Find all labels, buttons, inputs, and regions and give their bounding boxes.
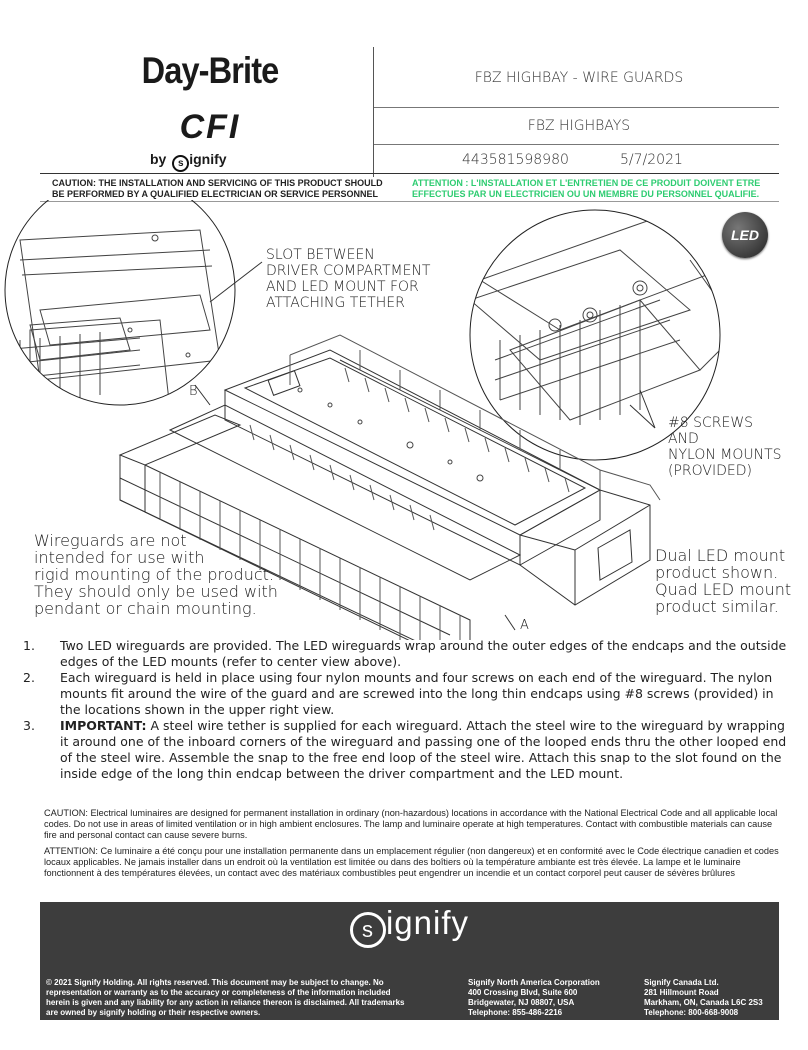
- instruction-number: 3.: [23, 718, 35, 733]
- cfi-logo: CFI: [179, 108, 241, 146]
- address-line: Bridgewater, NJ 08807, USA: [468, 998, 575, 1007]
- instruction-item: [20, 638, 790, 670]
- view-label-b: B: [189, 384, 198, 399]
- callout-slot-line: SLOT BETWEEN: [266, 247, 375, 263]
- document-date: 5/7/2021: [620, 152, 683, 168]
- view-label-a: A: [520, 618, 529, 633]
- address-line: 281 Hillmount Road: [644, 988, 719, 997]
- header-rule-1: [374, 107, 779, 108]
- callout-screws: [668, 415, 782, 479]
- caution-english-header: CAUTION: THE INSTALLATION AND SERVICING OF THIS PRODUCT SHOULD BE PERFORMED BY A QUALIFIED ELECTRICIAN OR SERVICE PERSONNEL: [52, 178, 383, 199]
- callout-screws-line: NYLON MOUNTS: [668, 447, 782, 463]
- footer: [40, 902, 779, 1020]
- note-line: intended for use with: [34, 548, 205, 567]
- address-line: 400 Crossing Blvd, Suite 600: [468, 988, 578, 997]
- wireguard-back: [290, 335, 660, 500]
- callout-slot-line: AND LED MOUNT FOR: [266, 279, 419, 295]
- instruction-important-label: IMPORTANT:: [60, 718, 147, 733]
- note-line: product similar.: [655, 597, 779, 616]
- instruction-number: 1.: [23, 638, 35, 653]
- callout-slot-line: ATTACHING TETHER: [266, 295, 405, 311]
- note-line: Dual LED mount: [655, 546, 786, 565]
- instruction-text: Each wireguard is held in place using four nylon mounts and four screws on each end of the wireguard. The nylon mounts fit around the wire of the guard and are screwed into the long thin endcaps using #8 screws (provided) in the locations shown in the upper right view.: [60, 670, 774, 717]
- callout-screws-line: (PROVIDED): [668, 463, 752, 479]
- address-line: Markham, ON, Canada L6C 2S3: [644, 998, 763, 1007]
- callout-slot-line: DRIVER COMPARTMENT: [266, 263, 431, 279]
- address-line: Signify North America Corporation: [468, 978, 600, 987]
- note-line: Wireguards are not: [34, 531, 187, 550]
- leader-slot: [210, 262, 262, 302]
- footer-us-office: [468, 978, 638, 1018]
- address-line: Telephone: 855-486-2216: [468, 1008, 563, 1017]
- note-line: product shown.: [655, 563, 779, 582]
- instruction-number: 2.: [23, 670, 35, 685]
- by-label: by: [150, 151, 167, 167]
- caution-french-body: ATTENTION: Ce luminaire a été conçu pour une installation permanente dans un emplacement régulier (non dangereux) et en conformité avec le Code électrique canadien et codes locaux applicables. Ne jamais installer dans un endroit où la ventilation est limitée ou dans des boîtiers où la température ambiante est très élevée. La lampe et le luminaire fonctionnent à des températures élevées, un contact avec des matériaux combustibles peut engendrer un incendie et un contact corporel peut causer de sévères brûlures: [44, 846, 779, 878]
- footer-ca-office: [644, 978, 779, 1018]
- signify-footer-logo: [40, 904, 779, 948]
- callout-slot: [266, 247, 430, 311]
- note-line: pendant or chain mounting.: [34, 599, 257, 618]
- signify-footer-wordmark: ignify: [385, 904, 470, 941]
- note-line: Quad LED mount: [655, 580, 792, 599]
- header-rule-3: [40, 173, 779, 174]
- product-family: FBZ HIGHBAYS: [527, 118, 631, 134]
- instruction-item: [20, 718, 790, 782]
- caution-english-body: CAUTION: Electrical luminaires are designed for permanent installation in ordinary (non-hazardous) locations in accordance with the National Electrical Code and all applicable local codes. Do not use in areas of limited ventilation or in high ambient enclosures. The lamp and luminaire operate at high temperatures. Contact with combustible materials can cause fire and personal contact can cause severe burns.: [44, 808, 778, 840]
- detail-view-b: [0, 200, 235, 420]
- product-title: FBZ HIGHBAY - WIRE GUARDS: [474, 70, 684, 86]
- led-badge-label: LED: [731, 227, 759, 243]
- header-divider-vertical: [373, 47, 374, 177]
- address-line: Signify Canada Ltd.: [644, 978, 719, 987]
- instruction-text: Two LED wireguards are provided. The LED wireguards wrap around the outer edges of the endcaps and the outside edges of the LED mounts (refer to center view above).: [60, 638, 787, 669]
- signify-wordmark: ignify: [189, 151, 227, 167]
- note-dual-led: [655, 547, 791, 615]
- header-rule-2: [374, 144, 779, 145]
- callout-screws-line: AND: [668, 431, 699, 447]
- note-line: They should only be used with: [34, 582, 278, 601]
- by-signify-logo: [150, 151, 280, 172]
- day-brite-logo: Day-Brite: [141, 50, 279, 91]
- instruction-text: A steel wire tether is supplied for each wireguard. Attach the steel wire to the wireguard by wrapping it around one of the inboard corners of the wireguard and passing one of the looped ends thru the other looped end of the steel wire. Assemble the snap to the free end loop of the steel wire. Attach this snap to the slot found on the inside edge of the long thin endcap between the driver compartment and the LED mount.: [60, 718, 787, 781]
- caution-french-header: ATTENTION : L'INSTALLATION ET L'ENTRETIEN DE CE PRODUIT DOIVENT ETRE EFFECTUES PAR UN ELECTRICIEN OU UN MEMBRE DU PERSONNEL QUALIFIE.: [412, 178, 761, 199]
- signify-s-icon: s: [172, 155, 189, 172]
- note-rigid-mounting: [34, 532, 278, 617]
- callout-screws-line: #8 SCREWS: [668, 415, 754, 431]
- signify-s-icon: s: [350, 912, 386, 948]
- installation-instructions: [20, 638, 790, 782]
- instruction-item: [20, 670, 790, 718]
- note-line: rigid mounting of the product.: [34, 565, 274, 584]
- part-number: 443581598980: [462, 152, 569, 168]
- footer-copyright: © 2021 Signify Holding. All rights reserved. This document may be subject to change. No representation or warranty as to the accuracy or completeness of the information included herein is given and any liability for any action in reliance thereon is disclaimed. All trademarks are owned by signify holding or their respective owners.: [46, 978, 405, 1017]
- address-line: Telephone: 800-668-9008: [644, 1008, 739, 1017]
